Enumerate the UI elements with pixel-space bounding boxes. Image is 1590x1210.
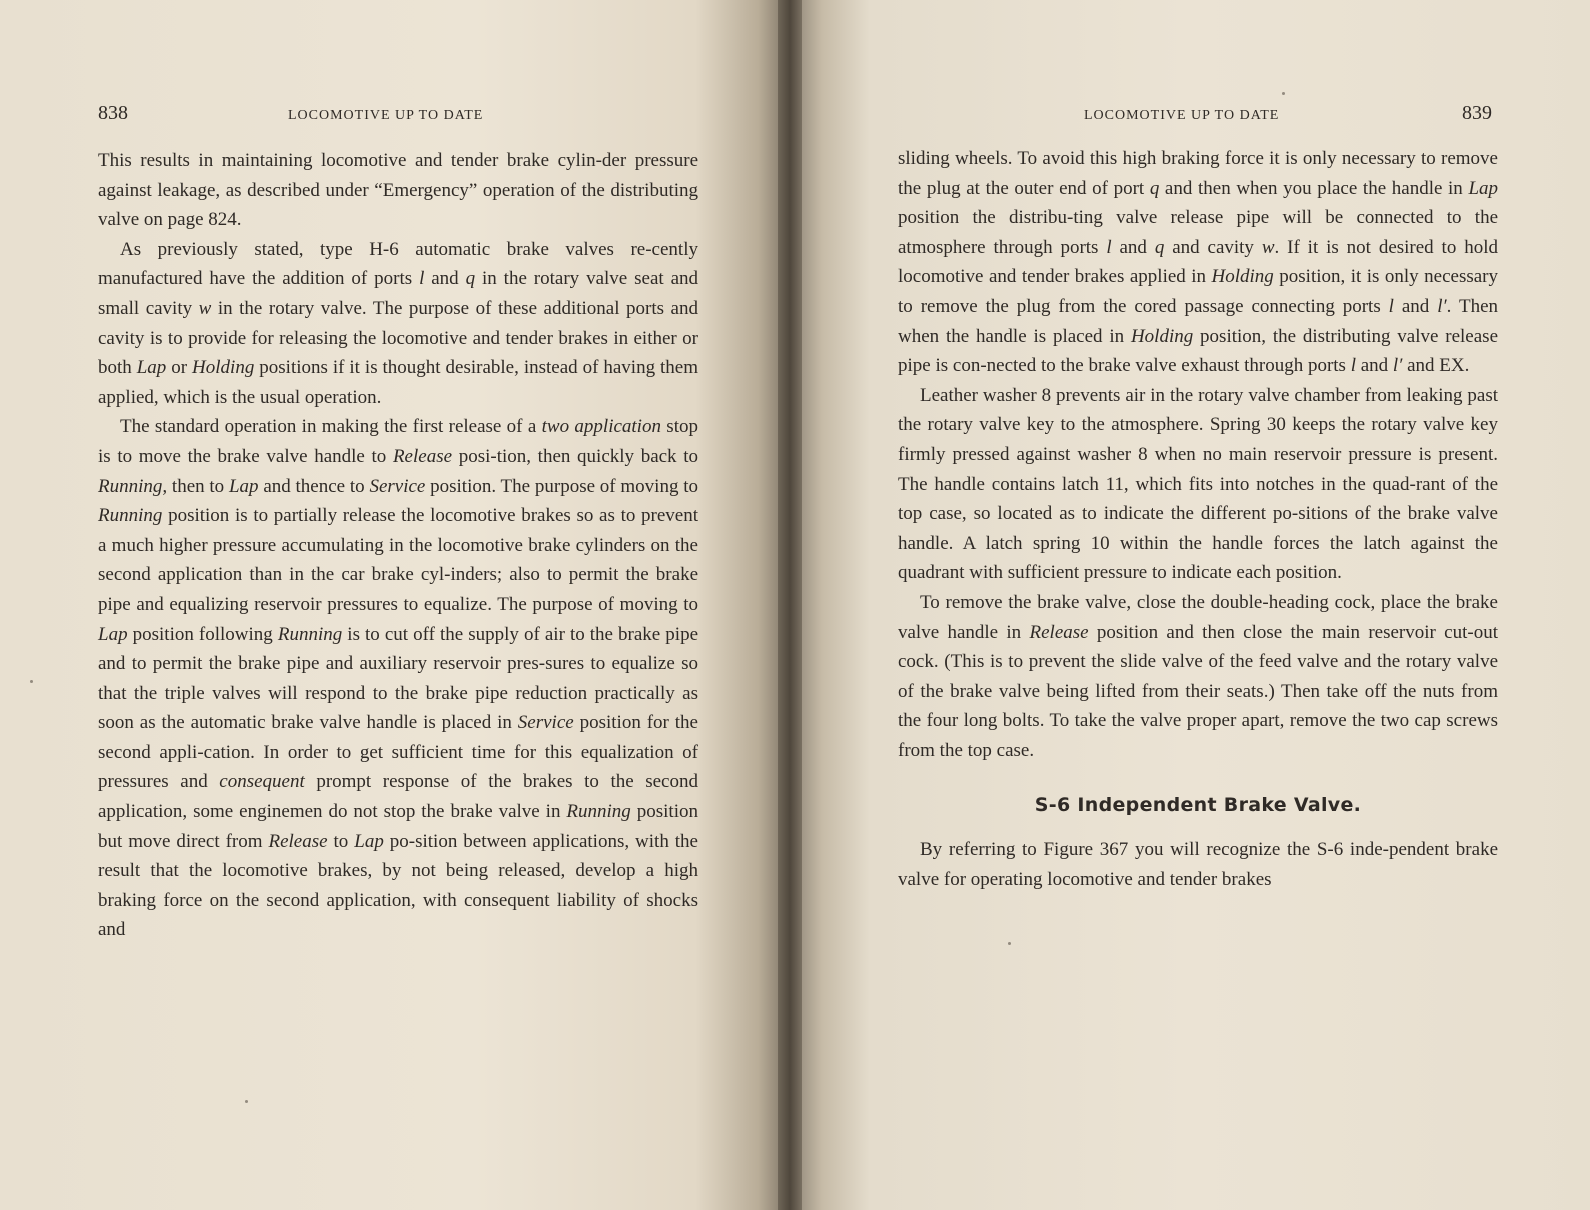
text-run: position but move direct from	[98, 801, 698, 852]
text-run: and	[1355, 355, 1393, 377]
text-run: As previously stated, type H-6 automatic brake valves re-cently manufactured have the addition of ports	[98, 238, 698, 290]
paper-speck	[245, 1100, 248, 1103]
paper-speck	[30, 680, 33, 683]
right-page	[790, 0, 1590, 1210]
text-run: and	[1393, 295, 1438, 317]
paper-speck	[1008, 942, 1011, 945]
text-run: To remove the brake valve, close the double-heading cock, place the brake valve handle in	[898, 591, 1498, 643]
page-number: 838	[98, 102, 128, 124]
italic-term: Running	[98, 505, 163, 527]
text-run: position, the distributing valve release pipe is con-nected to the brake valve exhaust through ports	[898, 325, 1499, 377]
section-heading: S-6 Independent Brake Valve.	[1034, 794, 1362, 817]
paragraph	[898, 144, 1498, 381]
italic-term: l	[1106, 236, 1112, 258]
italic-term: Running,	[98, 475, 168, 497]
paragraph	[898, 835, 1498, 894]
italic-term: Lap	[98, 623, 128, 645]
text-run: stop is to move the brake valve handle to	[98, 416, 698, 467]
text-run: position is to partially release the locomotive brakes so as to prevent a much higher pressure accumulating in the locomotive brake cylinders on the second application than in the car brake cyl-inders; also to permit the brake pipe and equalizing reservoir pressures to equalize. The purpose of moving to	[98, 505, 698, 615]
italic-term: Release	[392, 445, 453, 467]
italic-term: Holding	[1130, 325, 1194, 347]
text-run: . If it is not desired to hold locomotive and tender brakes applied in	[898, 236, 1498, 288]
italic-term: Service	[369, 475, 426, 497]
text-run: position, it is only necessary to remove the plug from the cored passage connecting ports	[898, 266, 1498, 317]
italic-term: Running	[277, 623, 343, 645]
text-run: posi-tion, then quickly back to	[452, 445, 699, 467]
italic-term: q	[1154, 236, 1165, 258]
italic-term: consequent	[219, 771, 305, 793]
text-run: and thence to	[258, 475, 370, 497]
left-page-body	[98, 146, 698, 945]
text-run: position the distribu-ting valve release pipe will be connected to the atmosphere through ports	[898, 207, 1498, 258]
paragraph	[98, 235, 698, 413]
italic-term: l	[419, 268, 425, 290]
text-run: The standard operation in making the first release of a	[120, 416, 542, 438]
italic-term: l	[1388, 295, 1394, 317]
italic-term: Lap	[228, 475, 259, 497]
text-run: By referring to Figure 367 you will recognize the S-6 inde-pendent brake valve for operating locomotive and tender brakes	[898, 839, 1498, 890]
italic-term: Lap	[354, 830, 384, 852]
italic-term: q	[1149, 177, 1160, 199]
italic-term: w	[198, 297, 212, 319]
paragraph	[898, 381, 1498, 588]
text-run: position following	[127, 623, 278, 645]
italic-term: Holding	[192, 357, 255, 379]
italic-term: Release	[1029, 621, 1089, 643]
italic-term: Holding	[1211, 266, 1274, 288]
right-page-header	[790, 100, 1590, 130]
text-run: Leather washer 8 prevents air in the rotary valve chamber from leaking past the rotary valve key to the atmosphere. Spring 30 keeps the rotary valve key firmly pressed against washer 8 when no main reservoir pressure is present. The handle contains latch 11, which fits into notches in the quad-rant of the top case, so located as to indicate the different po-sitions of the brake valve handle. A latch spring 10 within the handle forces the latch against the quadrant with sufficient pressure to indicate each position.	[898, 384, 1498, 584]
text-run: and	[424, 268, 466, 290]
running-title: LOCOMOTIVE UP TO DATE	[1084, 108, 1280, 123]
text-run: and EX.	[1402, 355, 1470, 377]
book-gutter	[778, 0, 802, 1210]
text-run: This results in maintaining locomotive and tender brake cylin-der pressure against leakage, as described under “Emergency” operation of the distributing valve on page 824.	[98, 150, 698, 231]
paragraph	[98, 146, 698, 235]
paper-speck	[1282, 92, 1285, 95]
text-run: and then when you place the handle in	[1159, 177, 1469, 199]
paragraph	[98, 412, 698, 945]
text-run: position for the second appli-cation. In order to get sufficient time for this equalization of pressures and	[98, 712, 698, 793]
text-run: . Then when the handle is placed in	[898, 295, 1498, 347]
text-run: or	[166, 357, 193, 379]
text-run: is to cut off the supply of air to the brake pipe and to permit the brake pipe and auxiliary reservoir pres-sures to equalize so that the triple valves will respond to the brake pipe reduction practically as soon as the automatic brake valve handle is placed in	[98, 623, 698, 734]
italic-term: Lap	[136, 357, 167, 379]
italic-term: Lap	[1468, 177, 1499, 199]
italic-term: two application	[541, 416, 661, 438]
text-run: position. The purpose of moving to	[425, 475, 699, 497]
italic-term: q	[465, 268, 476, 290]
text-run: in the rotary valve. The purpose of these additional ports and cavity is to provide for releasing the locomotive and tender brakes in either or both	[98, 297, 698, 379]
italic-term: w	[1261, 236, 1275, 258]
text-run: to	[327, 830, 355, 852]
italic-term: Running	[566, 801, 631, 823]
italic-term: Release	[268, 830, 328, 852]
text-run: positions if it is thought desirable, instead of having them applied, which is the usual operation.	[98, 357, 699, 408]
running-title: LOCOMOTIVE UP TO DATE	[288, 108, 484, 123]
italic-term: l′	[1437, 295, 1447, 317]
text-run: and cavity	[1164, 236, 1262, 258]
text-run: and	[1111, 236, 1155, 258]
italic-term: l′	[1392, 355, 1403, 377]
right-page-body	[898, 144, 1498, 894]
text-run: then to	[167, 475, 229, 497]
text-run: prompt response of the brakes to the second application, some enginemen do not stop the brake valve in	[98, 771, 698, 823]
page-number: 839	[1462, 102, 1492, 124]
text-run: position and then close the main reservoir cut-out cock. (This is to prevent the slide valve of the feed valve and the rotary valve of the brake valve being lifted from their seats.) Then take off the nuts from the four long bolts. To take the valve proper apart, remove the two cap screws from the top case.	[898, 621, 1498, 761]
left-page	[0, 0, 790, 1210]
italic-term: Service	[517, 712, 574, 734]
italic-term: l	[1350, 355, 1356, 377]
text-run: po-sition between applications, with the result that the locomotive brakes, by not being released, develop a high braking force on the second application, with consequent liability of shocks and	[98, 830, 698, 941]
paragraph	[898, 588, 1498, 766]
left-page-header	[0, 100, 790, 130]
text-run: in the rotary valve seat and small cavity	[98, 268, 698, 319]
text-run: sliding wheels. To avoid this high braking force it is only necessary to remove the plug at the outer end of port	[898, 148, 1498, 199]
